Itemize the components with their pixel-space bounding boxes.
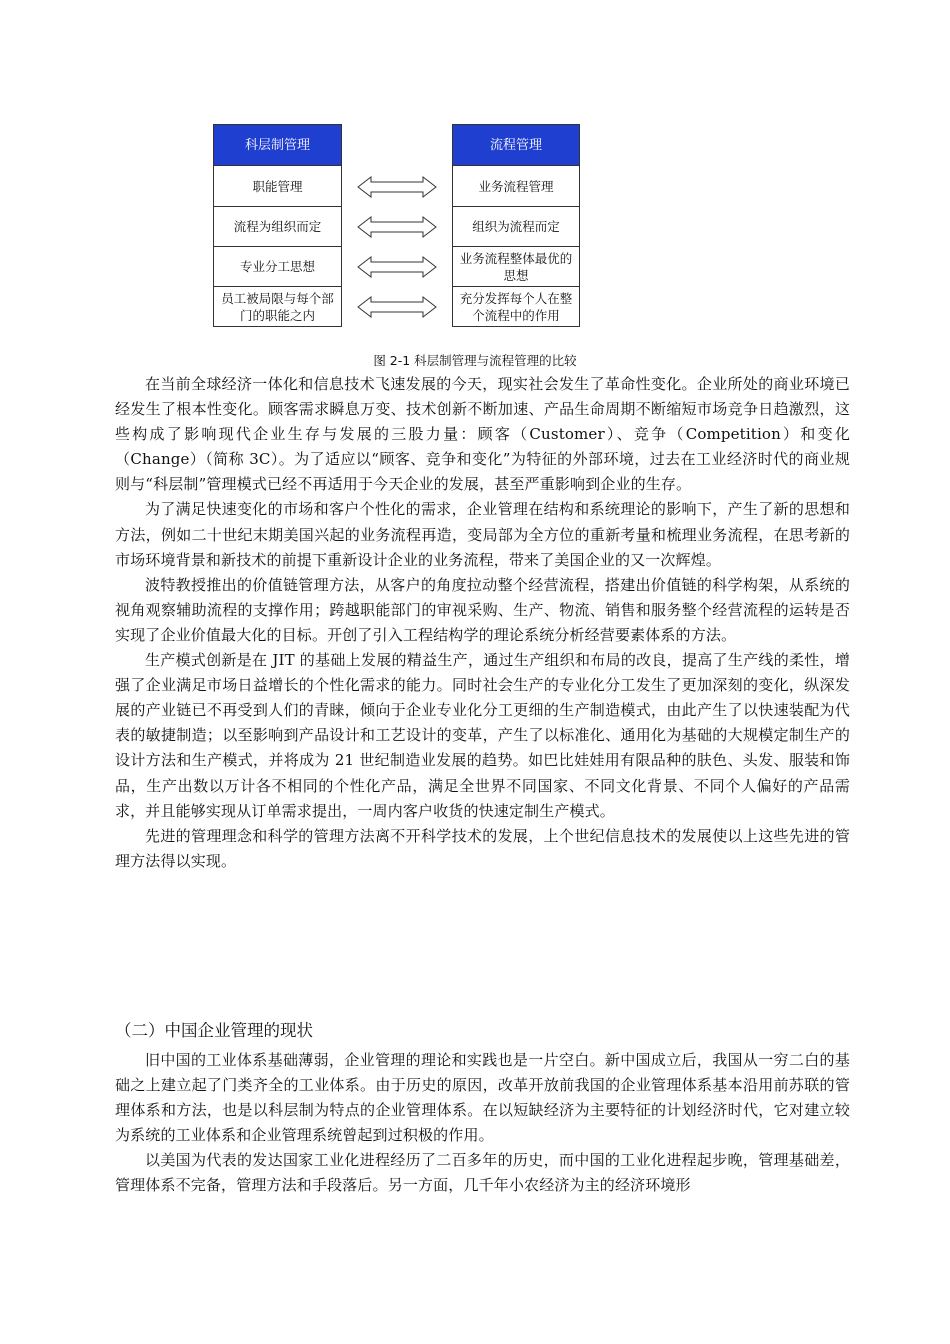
paragraph-7: 以美国为代表的发达国家工业化进程经历了二百多年的历史，而中国的工业化进程起步晚，管理基础差，管理体系不完备，管理方法和手段落后。另一方面，几千年小农经济为主的经济环境形 <box>115 1151 850 1195</box>
double-arrow-icon <box>357 256 437 278</box>
right-row-1: 业务流程管理 <box>452 165 580 207</box>
right-row-3: 业务流程整体最优的思想 <box>452 246 580 287</box>
double-arrow-icon <box>357 176 437 198</box>
paragraph-5: 先进的管理理念和科学的管理方法离不开科学技术的发展，上个世纪信息技术的发展使以上这些先进的管理方法得以实现。 <box>115 826 850 870</box>
figure-caption: 图 2-1 科层制管理与流程管理的比较 <box>373 353 577 368</box>
body-section-2 <box>115 1048 850 1199</box>
right-row-4: 充分发挥每个人在整个流程中的作用 <box>452 286 580 327</box>
paragraph-3: 波特教授推出的价值链管理方法，从客户的角度拉动整个经营流程，搭建出价值链的科学构架，从系统的视角观察辅助流程的支撑作用；跨越职能部门的审视采购、生产、物流、销售和服务整个经营流程的运转是否实现了企业价值最大化的目标。开创了引入工程结构学的理论系统分析经营要素体系的方法。 <box>115 575 850 644</box>
paragraph-1: 在当前全球经济一体化和信息技术飞速发展的今天，现实社会发生了革命性变化。企业所处的商业环境已经发生了根本性变化。顾客需求瞬息万变、技术创新不断加速、产品生命周期不断缩短市场竞争日趋激烈，这些构成了影响现代企业生存与发展的三股力量：顾客（Customer）、竞争（Competition）和变化（Change）（简称 3C）。为了适应以“顾客、竞争和变化”为特征的外部环境，过去在工业经济时代的商业规则与“科层制”管理模式已经不再适用于今天企业的发展，甚至严重影响到企业的生存。 <box>115 375 850 494</box>
left-row-1: 职能管理 <box>213 165 342 207</box>
paragraph-6: 旧中国的工业体系基础薄弱，企业管理的理论和实践也是一片空白。新中国成立后，我国从一穷二白的基础之上建立起了门类齐全的工业体系。由于历史的原因，改革开放前我国的企业管理体系基本沿用前苏联的管理体系和方法，也是以科层制为特点的企业管理体系。在以短缺经济为主要特征的计划经济时代，它对建立较为系统的工业体系和企业管理系统曾起到过积极的作用。 <box>115 1051 850 1145</box>
right-header-box: 流程管理 <box>452 124 580 166</box>
left-row-2: 流程为组织而定 <box>213 206 342 247</box>
comparison-figure <box>0 0 950 340</box>
body-section-1 <box>115 372 850 874</box>
left-row-4: 员工被局限与每个部门的职能之内 <box>213 286 342 327</box>
left-header-box: 科层制管理 <box>213 124 342 166</box>
right-row-2: 组织为流程而定 <box>452 206 580 247</box>
paragraph-4: 生产模式创新是在 JIT 的基础上发展的精益生产，通过生产组织和布局的改良，提高了生产线的柔性，增强了企业满足市场日益增长的个性化需求的能力。同时社会生产的专业化分工发生了更加深刻的变化，纵深发展的产业链已不再受到人们的青睐，倾向于企业专业化分工更细的生产制造模式，由此产生了以快速装配为代表的敏捷制造；以至影响到产品设计和工艺设计的变革，产生了以标准化、通用化为基础的大规模定制生产的设计方法和生产模式，并将成为 21 世纪制造业发展的趋势。如巴比娃娃用有限品种的肤色、头发、服装和饰品，生产出数以万计各不相同的个性化产品，满足全世界不同国家、不同文化背景、不同个人偏好的产品需求，并且能够实现从订单需求提出，一周内客户收货的快速定制生产模式。 <box>115 651 850 820</box>
paragraph-2: 为了满足快速变化的市场和客户个性化的需求，企业管理在结构和系统理论的影响下，产生了新的思想和方法，例如二十世纪末期美国兴起的业务流程再造，变局部为全方位的重新考量和梳理业务流程，在思考新的市场环境背景和新技术的前提下重新设计企业的业务流程，带来了美国企业的又一次辉煌。 <box>115 500 850 569</box>
left-row-3: 专业分工思想 <box>213 246 342 287</box>
section-heading: （二）中国企业管理的现状 <box>115 1021 313 1040</box>
double-arrow-icon <box>357 216 437 238</box>
double-arrow-icon <box>357 296 437 318</box>
